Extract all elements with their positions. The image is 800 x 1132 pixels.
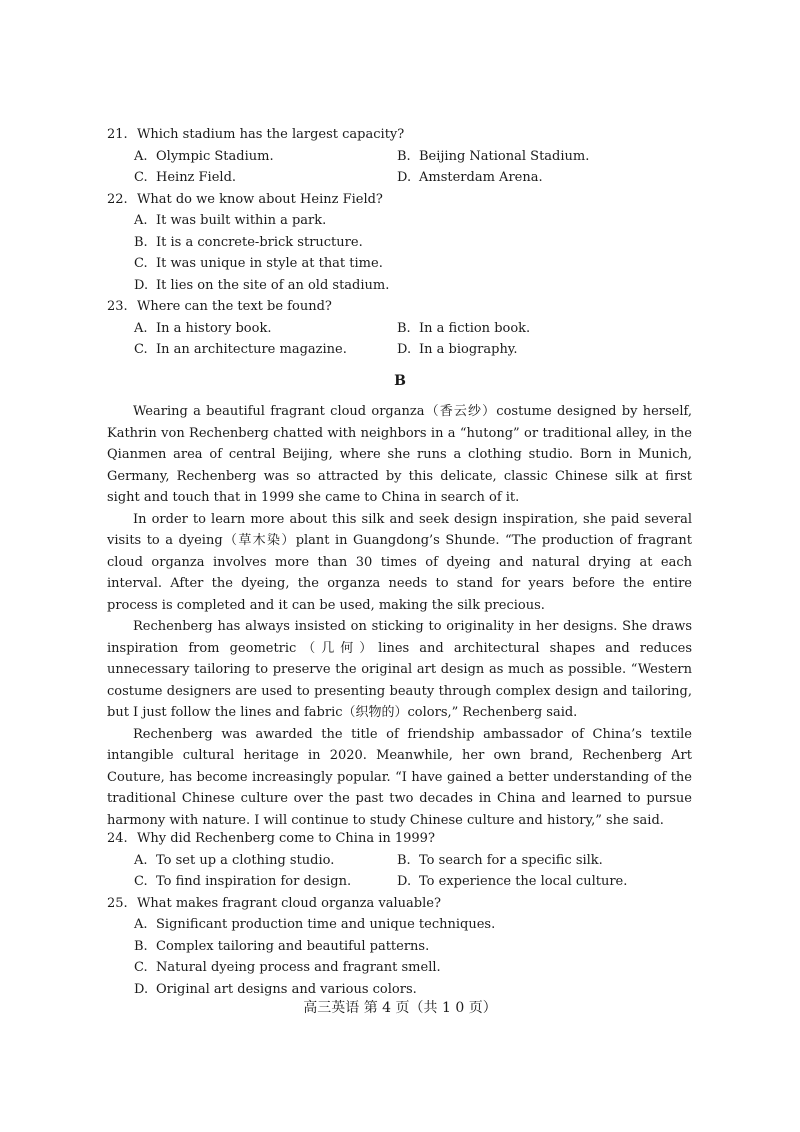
option-text: Heinz Field. <box>156 170 237 185</box>
passage-paragraph: Rechenberg has always insisted on sticking to originality in her designs. She draws inspiration from geometric（几何）lines and architectural shapes and reduces unnecessary tailoring to preserve the original art design as much as possible. “Western costume designers are used to presenting beauty through complex design and tailoring, but I just follow the lines and fabric（织物的）colors,” Rechenberg said. <box>107 619 692 720</box>
option-letter: D. <box>397 874 412 889</box>
question-23 <box>107 296 692 361</box>
option-text: Olympic Stadium. <box>156 148 274 164</box>
option-d <box>397 339 660 361</box>
option-letter: B. <box>397 320 411 336</box>
option-letter: D. <box>397 170 412 185</box>
option-c <box>134 253 692 275</box>
option-letter: B. <box>397 148 411 164</box>
option-letter: B. <box>134 938 148 954</box>
option-b <box>397 318 660 340</box>
option-list <box>107 914 692 1000</box>
option-b <box>134 936 692 958</box>
question-number: 25. <box>107 895 128 911</box>
option-a <box>134 210 692 232</box>
option-a <box>134 146 397 168</box>
option-text: In an architecture magazine. <box>156 342 347 357</box>
option-list <box>107 318 692 361</box>
option-c <box>134 871 397 893</box>
option-text: To find inspiration for design. <box>156 874 352 889</box>
option-text: It lies on the site of an old stadium. <box>156 277 390 293</box>
option-b <box>397 146 660 168</box>
option-text: It is a concrete-brick structure. <box>156 234 363 250</box>
option-b <box>134 232 692 254</box>
question-number: 23. <box>107 299 128 314</box>
option-letter: A. <box>134 213 148 228</box>
option-text: To search for a specific silk. <box>419 852 603 868</box>
option-b <box>397 850 660 872</box>
option-list <box>107 850 692 893</box>
option-d <box>397 167 660 189</box>
option-letter: C. <box>134 960 148 975</box>
question-text: What do we know about Heinz Field? <box>137 191 383 207</box>
question-25 <box>107 893 692 1001</box>
option-letter: C. <box>134 342 148 357</box>
question-text: What makes fragrant cloud organza valuable? <box>137 895 441 911</box>
option-list <box>107 210 692 296</box>
question-number: 24. <box>107 831 128 846</box>
question-stem <box>107 189 692 211</box>
option-text: To set up a clothing studio. <box>156 852 335 868</box>
question-stem <box>107 296 692 318</box>
question-stem <box>107 124 692 146</box>
option-letter: C. <box>134 256 148 271</box>
option-c <box>134 957 692 979</box>
option-letter: B. <box>397 852 411 868</box>
question-24 <box>107 828 692 893</box>
question-number: 22. <box>107 191 128 207</box>
question-number: 21. <box>107 127 128 142</box>
option-text: In a biography. <box>419 342 518 357</box>
option-text: Beijing National Stadium. <box>419 148 590 164</box>
option-text: Amsterdam Arena. <box>419 170 543 185</box>
option-text: Complex tailoring and beautiful patterns. <box>156 938 430 954</box>
question-21 <box>107 124 692 189</box>
reading-passage <box>107 401 692 831</box>
question-22 <box>107 189 692 297</box>
option-d <box>134 979 692 1001</box>
option-d <box>397 871 660 893</box>
option-c <box>134 339 397 361</box>
option-text: It was built within a park. <box>156 213 327 228</box>
option-letter: A. <box>134 917 148 932</box>
option-letter: D. <box>134 277 149 293</box>
option-letter: A. <box>134 320 148 336</box>
option-text: Natural dyeing process and fragrant smell. <box>156 960 441 975</box>
question-text: Why did Rechenberg come to China in 1999? <box>137 831 435 846</box>
option-letter: C. <box>134 874 148 889</box>
option-text: In a fiction book. <box>419 320 531 336</box>
question-group-top <box>107 124 692 361</box>
option-text: It was unique in style at that time. <box>156 256 383 271</box>
option-c <box>134 167 397 189</box>
question-text: Where can the text be found? <box>137 299 332 314</box>
question-text: Which stadium has the largest capacity? <box>137 127 405 142</box>
option-a <box>134 318 397 340</box>
section-title: B <box>394 373 406 389</box>
passage-paragraph: In order to learn more about this silk and seek design inspiration, she paid several visits to a dyeing（草木染）plant in Guangdong’s Shunde. “The production of fragrant cloud organza involves more than 30 times of dyeing and natural drying at each interval. After the dyeing, the organza needs to stand for years before the entire process is completed and it can be used, making the silk precious. <box>107 511 692 613</box>
option-text: Significant production time and unique techniques. <box>156 917 496 932</box>
option-letter: A. <box>134 852 148 868</box>
passage-paragraph: Rechenberg was awarded the title of friendship ambassador of China’s textile intangible cultural heritage in 2020. Meanwhile, her own brand, Rechenberg Art Couture, has become increasingly popular. “I have gained a better understanding of the traditional Chinese culture over the past two decades in China and learned to pursue harmony with nature. I will continue to study Chinese culture and history,” she said. <box>107 726 692 828</box>
option-text: Original art designs and various colors. <box>156 981 417 997</box>
option-letter: D. <box>397 342 412 357</box>
option-a <box>134 850 397 872</box>
option-letter: B. <box>134 234 148 250</box>
option-text: To experience the local culture. <box>419 874 628 889</box>
question-group-bottom <box>107 828 692 1000</box>
option-text: In a history book. <box>156 320 272 336</box>
option-letter: A. <box>134 148 148 164</box>
question-stem <box>107 893 692 915</box>
option-a <box>134 914 692 936</box>
option-letter: C. <box>134 170 148 185</box>
page-footer: 高三英语 第 4 页（共 1 0 页） <box>303 1000 497 1016</box>
option-letter: D. <box>134 981 149 997</box>
question-stem <box>107 828 692 850</box>
option-d <box>134 275 692 297</box>
option-list <box>107 146 692 189</box>
passage-paragraph: Wearing a beautiful fragrant cloud organza（香云纱）costume designed by herself, Kathrin von Rechenberg chatted with neighbors in a “hutong” or traditional alley, in the Qianmen area of central Beijing, where she runs a clothing studio. Born in Munich, Germany, Rechenberg was so attracted by this delicate, classic Chinese silk at first sight and touch that in 1999 she came to China in search of it. <box>107 404 692 505</box>
